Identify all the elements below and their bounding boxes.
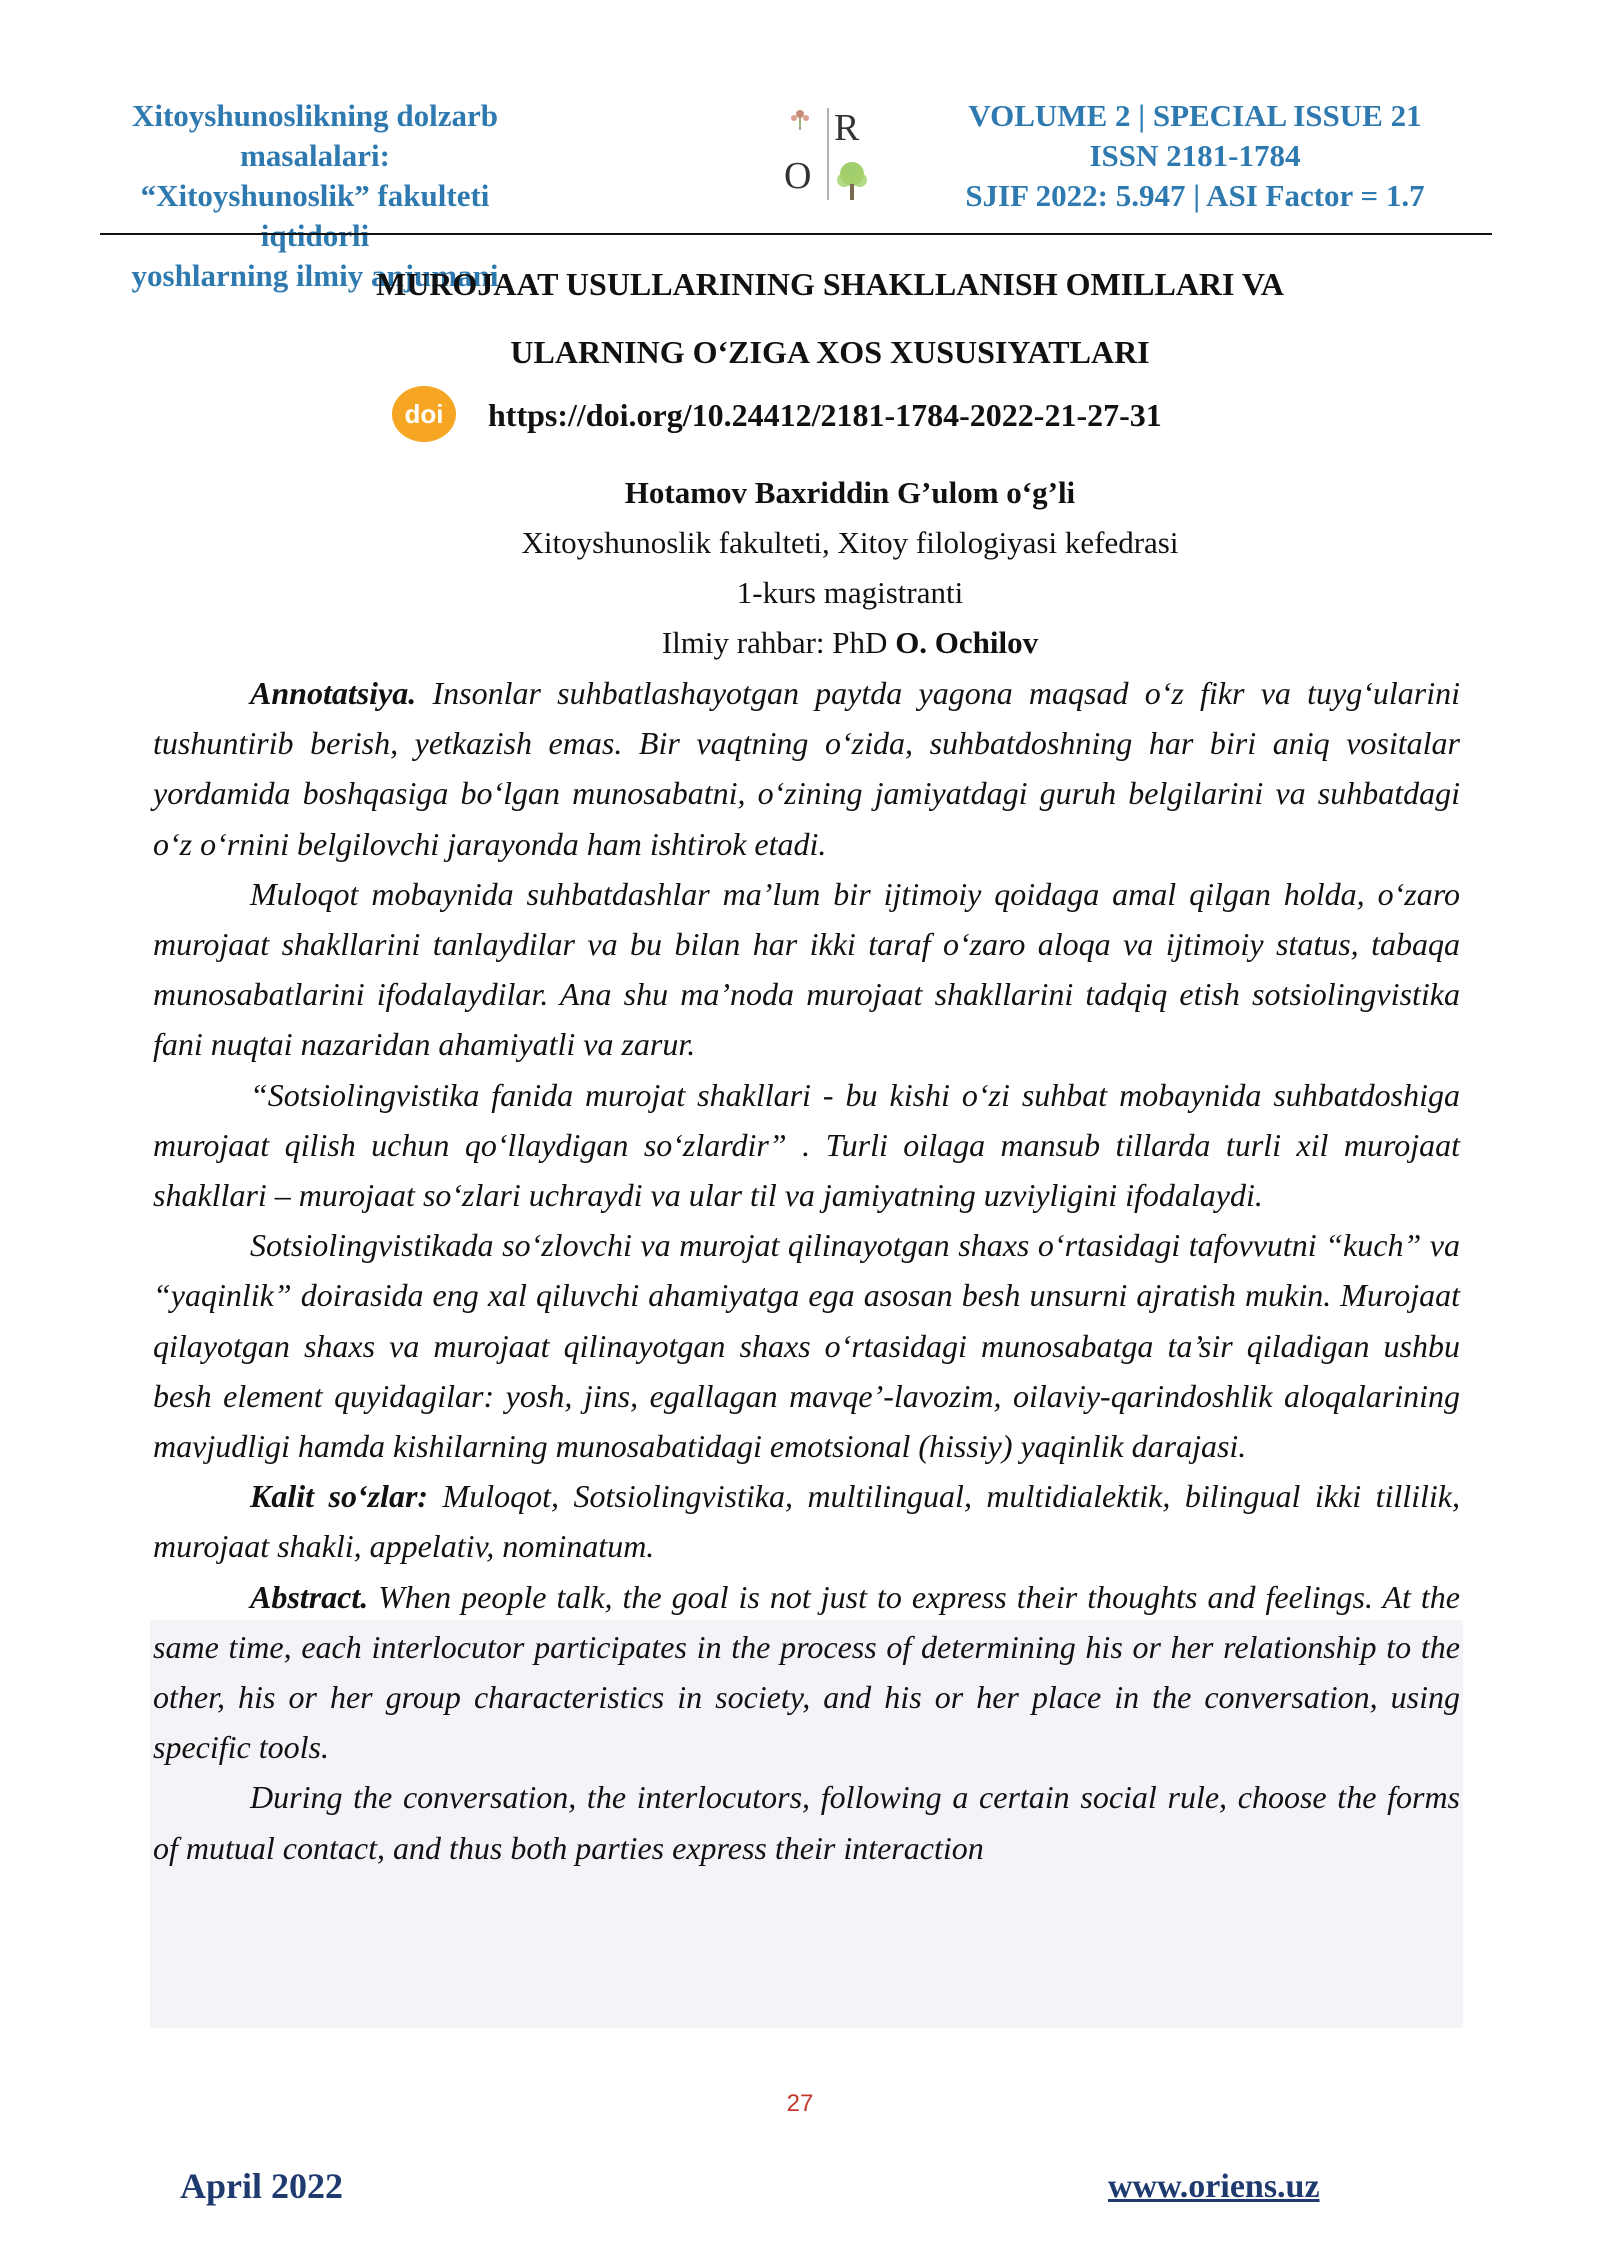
issn-line: ISSN 2181-1784 bbox=[1089, 138, 1301, 173]
article-body bbox=[153, 668, 1460, 1873]
header-left-line: yoshlarning ilmiy anjumani bbox=[131, 258, 499, 293]
doi-row bbox=[390, 385, 1290, 445]
header-divider bbox=[100, 233, 1492, 235]
annotation-label: Annotatsiya. bbox=[250, 675, 417, 711]
doi-icon-label: doi bbox=[404, 399, 444, 429]
doi-icon bbox=[390, 385, 458, 443]
article-title bbox=[160, 250, 1500, 386]
page-number: 27 bbox=[786, 2090, 814, 2117]
author-advisor bbox=[300, 618, 1400, 668]
keywords-paragraph bbox=[153, 1471, 1460, 1571]
logo-letter-o: O bbox=[784, 155, 812, 197]
author-position: 1-kurs magistranti bbox=[736, 575, 964, 610]
header-left-line: “Xitoyshunoslik” fakulteti iqtidorli bbox=[140, 178, 490, 253]
volume-line: VOLUME 2 | SPECIAL ISSUE 21 bbox=[968, 98, 1422, 133]
body-paragraph: During the conversation, the interlocutors, following a certain social rule, choose the forms of mutual contact, and thus both parties express their interaction bbox=[153, 1779, 1460, 1866]
header-left-line: Xitoyshunoslikning dolzarb masalalari: bbox=[131, 98, 499, 173]
abstract-paragraph bbox=[153, 1572, 1460, 1773]
annotation-paragraph bbox=[153, 668, 1460, 869]
doi-link[interactable]: https://doi.org/10.24412/2181-1784-2022-21-27-31 bbox=[488, 397, 1162, 433]
abstract-text: When people talk, the goal is not just to express their thoughts and feelings. At the same time, each interlocutor participates in the process of determining his or her relationship to the other, his or her group characteristics in society, and his or her place in the conversation, using specific tools. bbox=[153, 1578, 1460, 1766]
body-paragraph: “Sotsiolingvistika fanida murojat shakllari - bu kishi o‘zi suhbat mobaynida suhbatdoshiga murojaat qilish uchun qo‘llaydigan so‘zlardir” . Turli oilaga mansub tillarda turli xil murojaat shakllari – murojaat so‘zlari uchraydi va ular til va jamiyatning uzviyligini ifodalaydi. bbox=[153, 1076, 1460, 1214]
title-line: ULARNING O‘ZIGA XOS XUSUSIYATLARI bbox=[510, 334, 1150, 370]
journal-info bbox=[930, 96, 1460, 216]
keywords-label: Kalit so‘zlar: bbox=[250, 1478, 429, 1515]
sjif-line: SJIF 2022: 5.947 | ASI Factor = 1.7 bbox=[965, 178, 1425, 213]
body-paragraph: Sotsiolingvistikada so‘zlovchi va murojat qilinayotgan shaxs o‘rtasidagi tafovvutni “kuch” va “yaqinlik” doirasida eng xal qiluvchi ahamiyatga ega asosan besh unsurni ajratish mukin. Murojaat qilayotgan shaxs va murojaat qilinayotgan shaxs o‘rtasidagi munosabatga ta’sir qiladigan ushbu besh element quyidagilar: yosh, jins, egallagan mavqe’-lavozim, oilaviy-qarindoshlik aloqalarining mavjudligi hamda kishilarning munosabatidagi emotsional (hissiy) yaqinlik darajasi. bbox=[153, 1227, 1460, 1465]
logo-tree-icon bbox=[837, 162, 867, 200]
advisor-prefix: Ilmiy rahbar: PhD bbox=[661, 625, 896, 660]
footer-website-link[interactable]: www.oriens.uz bbox=[1108, 2168, 1320, 2205]
author-affiliation: Xitoyshunoslik fakulteti, Xitoy filologiyasi kefedrasi bbox=[521, 525, 1179, 560]
logo-letter-r: R bbox=[834, 107, 860, 149]
footer-date: April 2022 bbox=[180, 2166, 344, 2206]
oriens-logo bbox=[780, 100, 880, 210]
body-paragraph: Muloqot mobaynida suhbatdashlar ma’lum bir ijtimoiy qoidaga amal qilgan holda, o‘zaro murojaat shakllarini tanlaydilar va bu bilan har ikki taraf o‘zaro aloqa va ijtimoiy status, tabaqa munosabatlarini ifodalaydilar. Ana shu ma’noda murojaat shakllarini tadqiq etish sotsiolingvistika fani nuqtai nazaridan ahamiyatli va zarur. bbox=[153, 875, 1460, 1063]
title-line: MUROJAAT USULLARINING SHAKLLANISH OMILLARI VA bbox=[375, 266, 1284, 302]
abstract-label: Abstract. bbox=[250, 1578, 369, 1615]
keywords-text: Muloqot, Sotsiolingvistika, multilingual, multidialektik, bilingual ikki tillilik, murojaat shakli, appelativ, nominatum. bbox=[153, 1478, 1461, 1565]
author-block bbox=[300, 468, 1400, 668]
author-name: Hotamov Baxriddin G’ulom o‘g’li bbox=[624, 475, 1076, 510]
logo-flower-icon bbox=[791, 110, 809, 130]
annotation-text: Insonlar suhbatlashayotgan paytda yagona maqsad o‘z fikr va tuyg‘ularini tushuntirib berish, yetkazish emas. Bir vaqtning o‘zida, suhbatdoshning har biri aniq vositalar yordamida boshqasiga bo‘lgan munosabatni, o‘zining jamiyatdagi guruh belgilarini va suhbatdagi o‘z o‘rnini belgilovchi jarayonda ham ishtirok etadi. bbox=[153, 675, 1460, 862]
advisor-name: O. Ochilov bbox=[895, 625, 1039, 660]
